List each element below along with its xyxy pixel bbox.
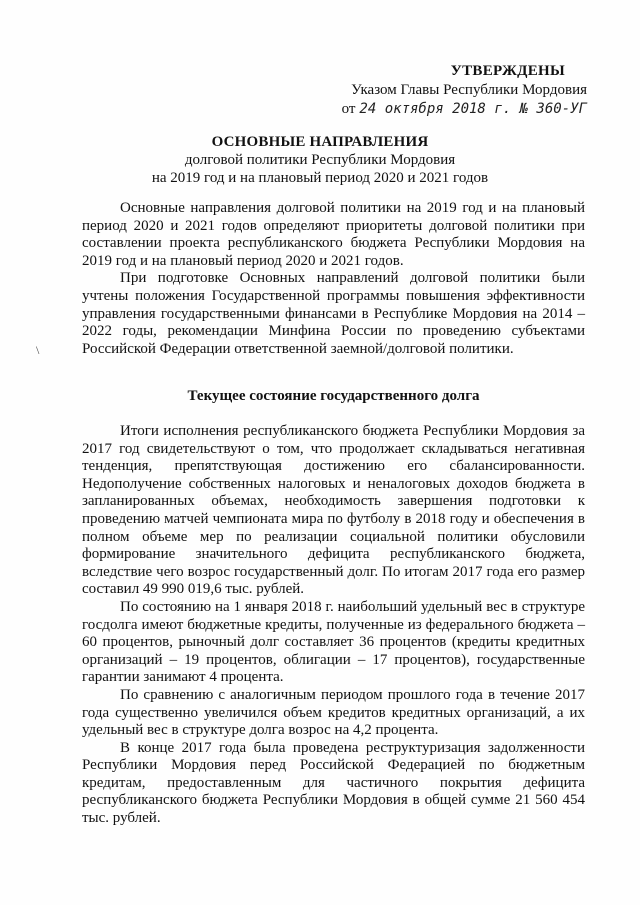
title-subtitle: долговой политики Республики Мордовия xyxy=(184,152,456,168)
intro-section xyxy=(82,200,585,358)
approved-stamp-text: УТВЕРЖДЕНЫ xyxy=(450,63,565,79)
title-main: ОСНОВНЫЕ НАПРАВЛЕНИЯ xyxy=(211,134,429,150)
decree-date xyxy=(342,100,587,119)
intro-paragraph: Основные направления долговой политики на 2019 год и на плановый период 2020 и 2021 годов определяют приоритеты долговой политики при составлении проекта республиканского бюджета Республики Мордовия на 2019 год и на плановый период 2020 и 2021 годов. xyxy=(82,200,585,269)
date-prefix: от xyxy=(341,101,356,117)
section-body xyxy=(82,423,585,828)
approval-block xyxy=(342,62,587,119)
decree-line: Указом Главы Республики Мордовия xyxy=(351,82,587,98)
section-heading: Текущее состояние государственного долга xyxy=(187,388,480,404)
intro-paragraph: При подготовке Основных направлений долговой политики были учтены положения Государственной программы повышения эффективности управления государственными финансами в Республике Мордовия на 2014 – 2022 годы, рекомендации Минфина России по проведению субъектами Российской Федерации ответственной заемной/долговой политики. xyxy=(82,270,585,357)
body-paragraph: В конце 2017 года была проведена реструктуризация задолженности Республики Мордовия перед Российской Федерацией по бюджетным кредитам, предоставленным для частичного покрытия дефицита республиканского бюджета Республики Мордовия в общей сумме 21 560 454 тыс. рублей. xyxy=(82,739,585,827)
document-title xyxy=(60,133,580,187)
body-paragraph: Итоги исполнения республиканского бюджета Республики Мордовия за 2017 год свидетельствуют о том, что продолжает складываться негативная тенденция, препятствующая достижению его сбалансированности. Недополучение собственных налоговых и неналоговых доходов бюджета в запланированных объемах, необходимость завершения подготовки к проведению матчей чемпионата мира по футболу в 2018 году и обеспечения в полном объеме мер по реализации социальной политики обусловили формирование значительного дефицита республиканского бюджета, вследствие чего возрос государственный долг. По итогам 2017 года его размер составил 49 990 019,6 тыс. рублей. xyxy=(82,423,585,598)
margin-mark: \ xyxy=(36,343,40,357)
handwritten-date-number: 24 октября 2018 г. № 360-УГ xyxy=(359,101,587,117)
title-period: на 2019 год и на плановый период 2020 и 2021 годов xyxy=(151,170,489,186)
body-paragraph: По сравнению с аналогичным периодом прошлого года в течение 2017 года существенно увеличился объем кредитов кредитных организаций, а их удельный вес в структуре долга возрос на 4,2 процента. xyxy=(82,686,585,739)
body-paragraph: По состоянию на 1 января 2018 г. наибольший удельный вес в структуре госдолга имеют бюджетные кредиты, полученные из федерального бюджета – 60 процентов, рыночный долг составляет 36 процентов (кредиты кредитных организаций – 19 процентов, облигации – 17 процентов), государственные гарантии занимают 4 процента. xyxy=(82,598,585,686)
